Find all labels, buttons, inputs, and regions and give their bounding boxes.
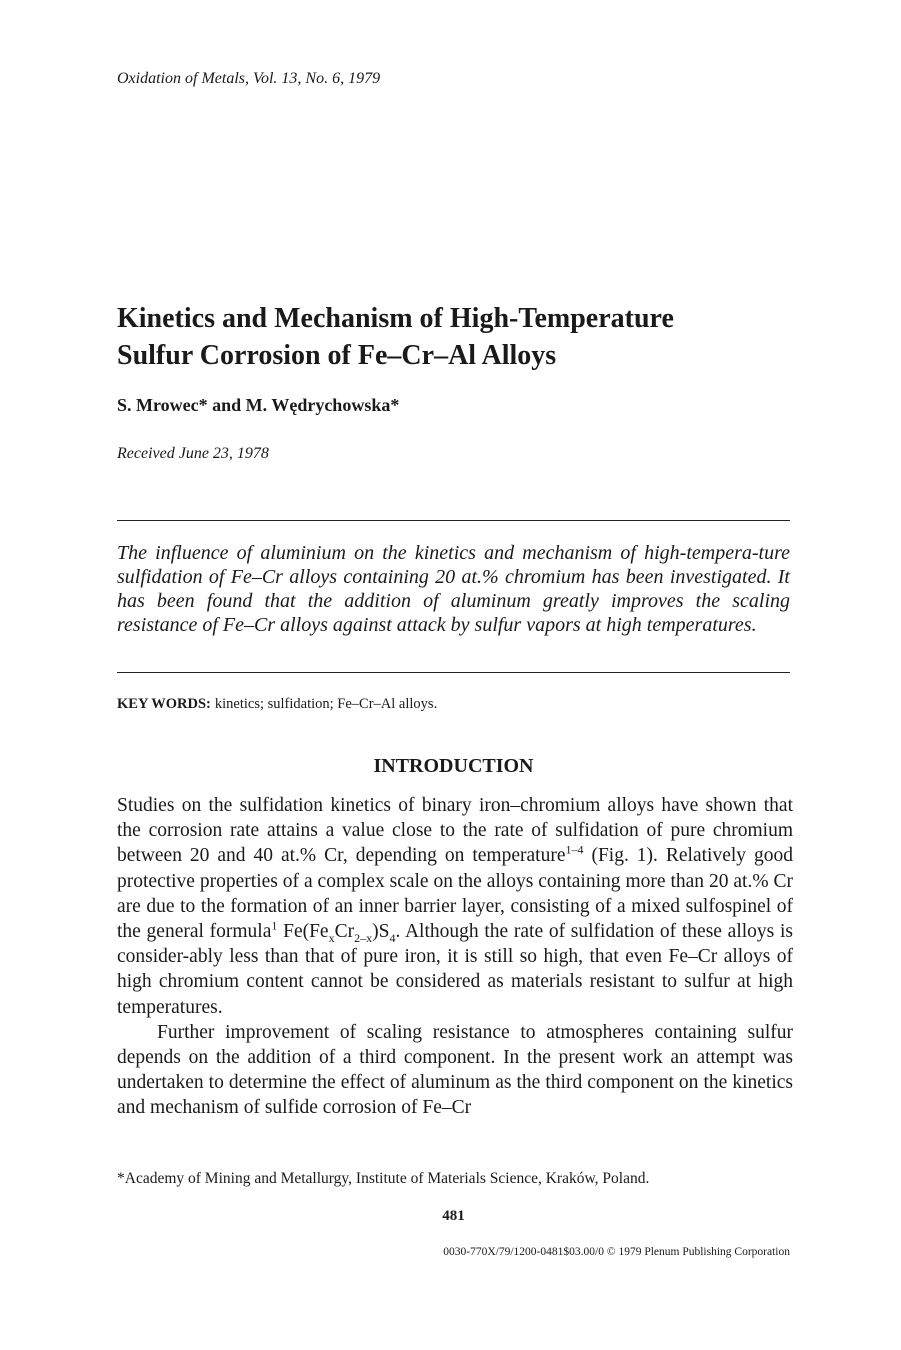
page-number: 481 <box>442 1208 465 1224</box>
title-line-1: Kinetics and Mechanism of High-Temperature <box>117 303 674 334</box>
citation-ref: 1 <box>271 918 278 933</box>
authors: S. Mrowec* and M. Wędrychowska* <box>117 395 400 415</box>
abstract-bottom-rule <box>117 672 790 673</box>
copyright-line: 0030-770X/79/1200-0481$03.00/0 © 1979 Plenum Publishing Corporation <box>443 1246 790 1258</box>
received-date: Received June 23, 1978 <box>117 445 269 462</box>
intro-paragraph-2: Further improvement of scaling resistance to atmospheres containing sulfur depends on the addition of a third component. In the present work an attempt was undertaken to determine the effect of aluminum as the third component on the kinetics and mechanism of sulfide corrosion of Fe–Cr <box>117 1021 793 1119</box>
journal-citation: Oxidation of Metals, Vol. 13, No. 6, 1979 <box>117 70 381 87</box>
intro-paragraph-1: Studies on the sulfidation kinetics of binary iron–chromium alloys have shown that the corrosion rate attains a value close to the rate of sulfidation of pure chromium between 20 and 40 at.% Cr, depending on temperature$^{1-4}$ (Fig. 1). Relatively good protective properties of a complex scale on the alloys containing more than 20 at.% Cr are due to the formation of an inner barrier layer, consisting of a mixed sulfospinel of the general formula$^1$ $Fe(Fe_xCr_{2-x})S_4$. Although the rate of sulfidation of these alloys is consider-ably less than that of pure iron, it is still so high, that even Fe–Cr alloys of high chromium content cannot be considered as materials resistant to sulfur at high temperatures. <box>117 795 793 1018</box>
keywords-label: KEY WORDS: <box>117 696 211 712</box>
keywords-text: kinetics; sulfidation; Fe–Cr–Al alloys. <box>214 696 438 712</box>
abstract-top-rule <box>117 520 790 521</box>
abstract: The influence of aluminium on the kinetics and mechanism of high-tempera-ture sulfidation of Fe–Cr alloys containing 20 at.% chromium has been investigated. It has been found that the addition of aluminum greatly improves the scaling resistance of Fe–Cr alloys against attack by sulfur vapors at high temperatures. <box>117 542 790 636</box>
section-heading-introduction: INTRODUCTION <box>373 755 534 777</box>
title-line-2: Sulfur Corrosion of Fe–Cr–Al Alloys <box>117 340 557 371</box>
affiliation-footnote: *Academy of Mining and Metallurgy, Institute of Materials Science, Kraków, Poland. <box>117 1170 650 1187</box>
article-title <box>117 300 797 374</box>
citation-ref: 1–4 <box>565 842 584 857</box>
keywords <box>117 696 437 713</box>
introduction-body <box>117 793 793 1121</box>
